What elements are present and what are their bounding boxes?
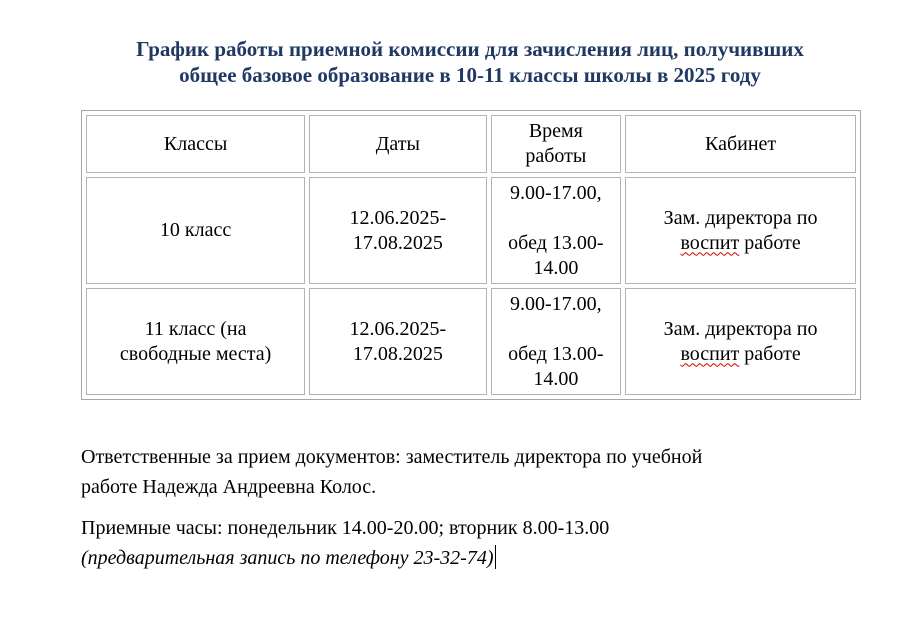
- phone-note: (предварительная запись по телефону 23-32-74): [81, 547, 494, 569]
- office-line2-rest: работе: [739, 342, 801, 365]
- header-time-line1: Время: [528, 120, 583, 142]
- table-header-row: [86, 115, 856, 173]
- cell-time: [491, 288, 622, 395]
- header-dates: Даты: [309, 115, 486, 173]
- header-time: [491, 115, 622, 173]
- cell-time: [491, 177, 622, 284]
- class-line2: свободные места): [119, 342, 272, 365]
- hours-note-line: [81, 543, 841, 573]
- cell-dates: [309, 288, 486, 395]
- header-classes: Классы: [86, 115, 305, 173]
- title-line-2: общее базовое образование в 10-11 классы школы в 2025 году: [179, 63, 761, 87]
- time-main: 9.00-17.00,: [510, 292, 602, 315]
- office-line1: Зам. директора по: [663, 206, 818, 229]
- spellcheck-word[interactable]: воспит: [680, 342, 740, 365]
- time-lunch-line2: 14.00: [533, 256, 579, 279]
- header-office: Кабинет: [625, 115, 856, 173]
- time-lunch-line2: 14.00: [533, 367, 579, 390]
- dates-line1: 12.06.2025-: [349, 206, 447, 229]
- time-lunch-line1: обед 13.00-: [508, 231, 604, 254]
- dates-line1: 12.06.2025-: [349, 317, 447, 340]
- time-main: 9.00-17.00,: [510, 181, 602, 204]
- class-line1: 10 класс: [159, 219, 232, 241]
- office-line2: [632, 231, 849, 256]
- office-line1: Зам. директора по: [663, 317, 818, 340]
- office-line2-rest: работе: [739, 231, 801, 254]
- cell-office: [625, 288, 856, 395]
- document-title: [0, 36, 912, 88]
- dates-line2: 17.08.2025: [352, 231, 443, 254]
- table-row: [86, 177, 856, 284]
- cell-class: [86, 177, 305, 284]
- office-line2: [632, 342, 849, 367]
- cell-dates: [309, 177, 486, 284]
- cell-office: [625, 177, 856, 284]
- hours-text: Приемные часы: понедельник 14.00-20.00; вторник 8.00-13.00: [81, 517, 610, 539]
- schedule-table: [81, 110, 861, 400]
- dates-line2: 17.08.2025: [352, 342, 443, 365]
- title-line-1: График работы приемной комиссии для зачисления лиц, получивших: [136, 37, 804, 61]
- table-row: [86, 288, 856, 395]
- responsible-paragraph: [81, 442, 841, 502]
- text-cursor: [495, 545, 496, 569]
- time-lunch-line1: обед 13.00-: [508, 342, 604, 365]
- cell-class: [86, 288, 305, 395]
- header-time-line2: работы: [525, 145, 587, 167]
- hours-paragraph: [81, 513, 841, 573]
- responsible-line1: Ответственные за прием документов: заместитель директора по учебной: [81, 446, 703, 468]
- responsible-line2: работе Надежда Андреевна Колос.: [81, 476, 377, 498]
- spellcheck-word[interactable]: воспит: [680, 231, 740, 254]
- class-line1: 11 класс (на: [144, 317, 247, 340]
